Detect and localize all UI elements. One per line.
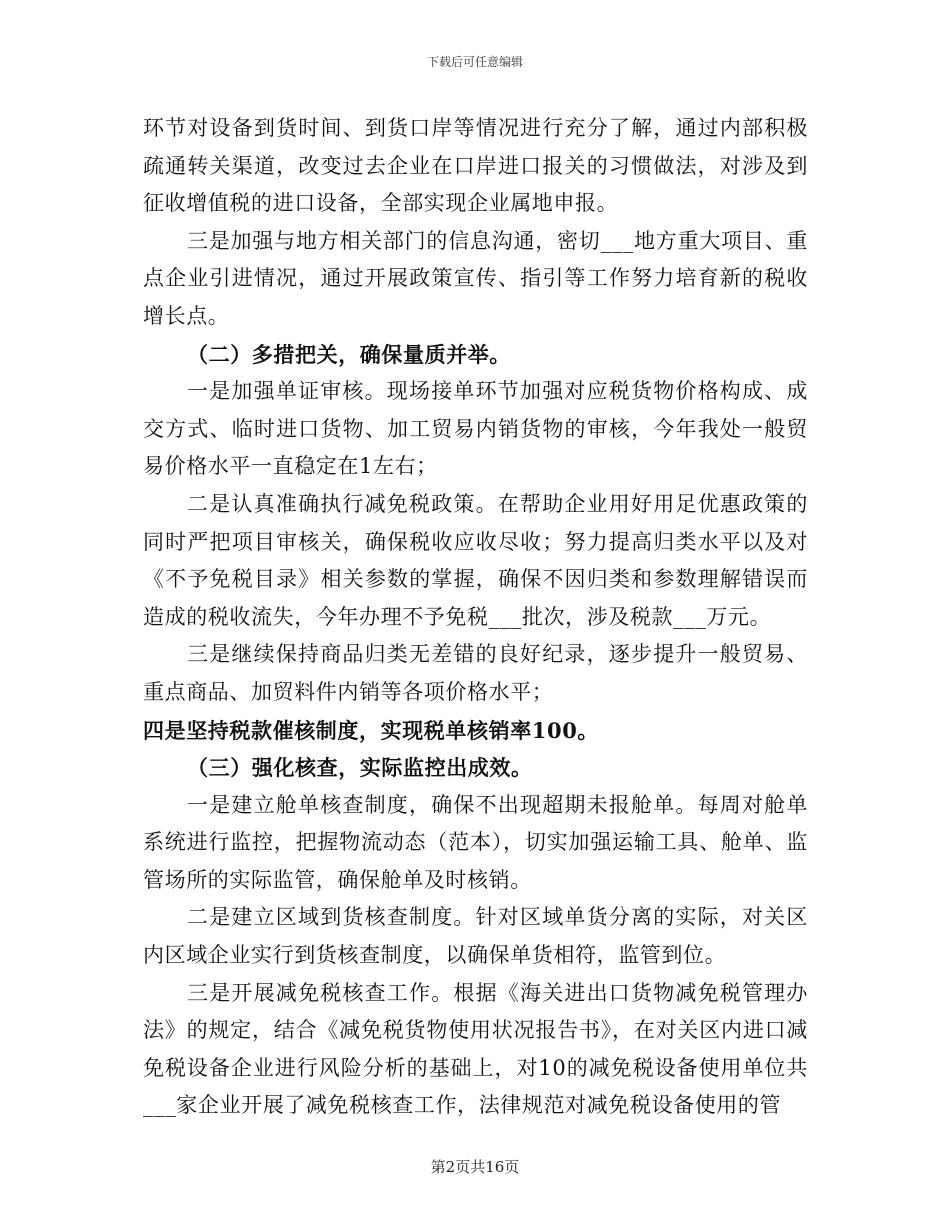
paragraph: 一是建立舱单核查制度，确保不出现超期未报舱单。每周对舱单系统进行监控，把握物流动态（范本），切实加强运输工具、舱单、监管场所的实际监管，确保舱单及时核销。 bbox=[143, 792, 808, 892]
paragraph: 一是加强单证审核。现场接单环节加强对应税货物价格构成、成交方式、临时进口货物、加工贸易内销货物的审核，今年我处一般贸易价格水平一直稳定在1左右； bbox=[143, 379, 808, 479]
bold-paragraph: 四是坚持税款催核制度，实现税单核销率100。 bbox=[143, 717, 600, 743]
paragraph: 二是建立区域到货核查制度。针对区域单货分离的实际，对关区内区域企业实行到货核查制度，以确保单货相符，监管到位。 bbox=[143, 905, 808, 968]
paragraph: 三是加强与地方相关部门的信息沟通，密切___地方重大项目、重点企业引进情况，通过开展政策宣传、指引等工作努力培育新的税收增长点。 bbox=[143, 228, 808, 328]
page-header: 下载后可任意编辑 bbox=[426, 55, 523, 69]
document-body bbox=[143, 110, 808, 1125]
paragraph: 三是继续保持商品归类无差错的良好纪录，逐步提升一般贸易、重点商品、加贸料件内销等各项价格水平； bbox=[143, 642, 808, 704]
page-footer: 第2页共16页 bbox=[430, 1158, 520, 1176]
section-heading: （三）强化核查，实际监控出成效。 bbox=[187, 755, 533, 781]
paragraph: 三是开展减免税核查工作。根据《海关进出口货物减免税管理办法》的规定，结合《减免税货物使用状况报告书》，在对关区内进口减免税设备企业进行风险分析的基础上，对10的减免税设备使用单位共___家企业开展了减免税核查工作，法律规范对减免税设备使用的管 bbox=[143, 980, 808, 1118]
section-heading: （二）多措把关，确保量质并举。 bbox=[187, 341, 511, 367]
paragraph: 二是认真准确执行减免税政策。在帮助企业用好用足优惠政策的同时严把项目审核关，确保税收应收尽收；努力提高归类水平以及对《不予免税目录》相关参数的掌握，确保不因归类和参数理解错误而造成的税收流失，今年办理不予免税___批次，涉及税款___万元。 bbox=[143, 491, 808, 629]
paragraph-continuation: 环节对设备到货时间、到货口岸等情况进行充分了解，通过内部积极疏通转关渠道，改变过去企业在口岸进口报关的习惯做法，对涉及到征收增值税的进口设备，全部实现企业属地申报。 bbox=[143, 116, 808, 216]
